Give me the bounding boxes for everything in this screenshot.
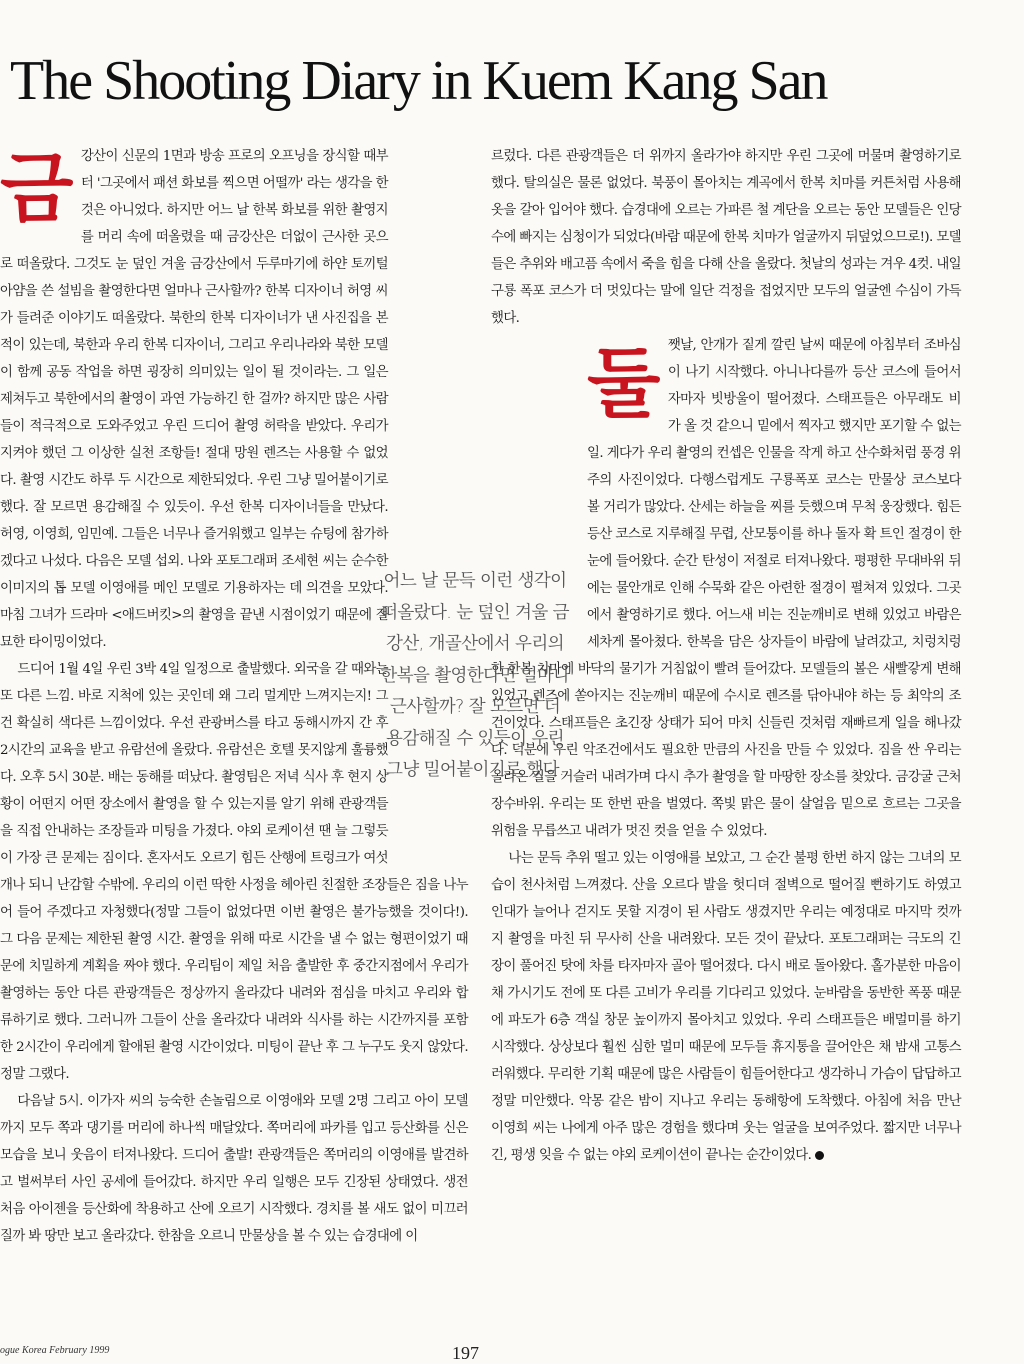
paragraph: 다음날 5시. 이가자 씨의 능숙한 손놀림으로 이영애와 모델 2명 그리고 아이 모델까지 모두 쪽과 댕기를 머리에 하나씩 매달았다. 쪽머리에 파카를 입고 등산화를 신은 모습을 보니 웃음이 터져나왔다. 드디어 출발! 관광객들은 쪽머리의 이영애를 발견하고 벌써부터 사인 공세에 들어갔다. 하지만 우리 일행은 모두 긴장된 상태였다. 생전 처음 아이젠을 등산화에 착용하고 산에 오르기 시작했다. 경치를 볼 새도 없이 미끄러질까 봐 땅만 보고 올라갔다. 한참을 오르니 만물상을 볼 수 있는 습경대에 이 (0, 1094, 468, 1244)
page-number: 197 (452, 1343, 479, 1363)
article-title: The Shooting Diary in Kuem Kang San (10, 50, 827, 112)
paragraph: 드디어 1월 4일 우린 3박 4일 일정으로 출발했다. 외국을 갈 때와는 또 다른 느낌. 바로 지척에 있는 곳인데 왜 그리 멀게만 느껴지는지! 그건 확실히 색다른 느낌이었다. 우선 관광버스를 타고 동해시까지 간 후 2시간의 교육을 받고 유람선에 올랐다. 유람선은 호텔 못지않게 훌륭했다. 오후 5시 30분. 배는 동해를 떠났다. 촬영팀은 저녁 식사 후 현지 상황이 어떤지 어떤 장소에서 촬영을 할 수 있는지를 알기 위해 관광객들을 직접 안내하는 조장들과 미팅을 가졌다. 야외 로케이션 땐 늘 그렇듯이 가장 큰 문제는 짐이다. 혼자서도 오르기 힘든 산행에 트렁크가 여섯 개나 되니 난감할 수밖에. 우리의 이런 딱한 사정을 헤아린 친절한 조장들은 짐을 나누어 들어 주겠다고 자청했다(정말 그들이 없었다면 이번 촬영은 불가능했을 것이다!). 그 다음 문제는 제한된 촬영 시간. 촬영을 위해 따로 시간을 낼 수 없는 형편이었기 때문에 치밀하게 계획을 짜야 했다. 우리팀이 제일 처음 출발한 후 중간지점에서 우리가 촬영하는 동안 다른 관광객들은 정상까지 올라갔다 내려와 점심을 마치고 우리와 합류하기로 했다. 그러니까 그들이 산을 올라갔다 내려와 식사를 하는 시간까지를 포함한 2시간이 우리에게 할애된 촬영 시간이었다. 미팅이 끝난 후 그 누구도 웃지 않았다. 정말 그랬다. (0, 662, 468, 1082)
paragraph: 르렀다. 다른 관광객들은 더 위까지 올라가야 하지만 우린 그곳에 머물며 촬영하기로 했다. 탈의실은 물론 없었다. 북풍이 몰아치는 계곡에서 한복 치마를 커튼처럼 사용해 옷을 갈아 입어야 했다. 습경대에 오르는 가파른 철 계단을 오르는 동안 모델들은 인당수에 빠지는 심청이가 되었다(바람 때문에 한복 치마가 얼굴까지 뒤덮었으므로!). 모델들은 추위와 배고픔 속에서 죽을 힘을 다해 산을 올랐다. 첫날의 성과는 겨우 4컷. 내일 구룡 폭포 코스가 더 멋있다는 말에 일단 걱정을 접었지만 모두의 얼굴엔 수심이 가득했다. (491, 149, 961, 326)
drop-cap: 둘 (587, 339, 660, 428)
paragraph: 금강산이 신문의 1면과 방송 프로의 오프닝을 장식할 때부터 '그곳에서 패션 화보를 찍으면 어떨까' 라는 생각을 한 것은 아니었다. 하지만 어느 날 한복 화보를 위한 촬영지를 머리 속에 떠올렸을 때 금강산은 더없이 근사한 곳으로 떠올랐다. 그것도 눈 덮인 겨울 금강산에서 두루마기에 하얀 토끼털 아얌을 쓴 설빔을 촬영한다면 얼마나 근사할까? 한복 디자이너 허영 씨가 들려준 이야기도 떠올랐다. 북한의 한복 디자이너가 낸 사진집을 본 적이 있는데, 북한과 우리 한복 디자이너, 그리고 우리나라와 북한 모델이 함께 공동 작업을 하면 굉장히 의미있는 일이 될 것이라는. 그 일은 제쳐두고 북한에서의 촬영이 과연 가능하긴 한 걸까? 하지만 많은 사람들이 적극적으로 도와주었고 우린 드디어 촬영 허락을 받았다. 우리가 지켜야 했던 그 이상한 실천 조항들! 절대 망원 렌즈는 사용할 수 없었다. 촬영 시간도 하루 두 시간으로 제한되었다. 우린 그냥 밀어붙이기로 했다. 잘 모르면 용감해질 수 있듯이. 우선 한복 디자이너들을 만났다. 허영, 이영희, 임민예. 그들은 너무나 즐거워했고 일부는 슈팅에 참가하겠다고 나섰다. 다음은 모델 섭외. 나와 포토그래퍼 조세현 씨는 순수한 이미지의 톱 모델 이영애를 메인 모델로 기용하자는 데 의견을 모았다. 마침 그녀가 드라마 <애드버킷>의 촬영을 끝낸 시점이었기 때문에 절묘한 타이밍이었다. (0, 144, 388, 650)
drop-cap: 금 (0, 144, 73, 233)
paragraph: 나는 문득 추위 떨고 있는 이영애를 보았고, 그 순간 불평 한번 하지 않는 그녀의 모습이 천사처럼 느껴졌다. 산을 오르다 발을 헛디뎌 절벽으로 떨어질 뻔하기도 하였고 인대가 늘어나 걷지도 못할 지경이 된 사람도 생겼지만 우리는 예정대로 마지막 컷까지 촬영을 마친 뒤 무사히 산을 내려왔다. 모든 것이 끝났다. 포토그래퍼는 극도의 긴장이 풀어진 탓에 차를 타자마자 골아 떨어졌다. 다시 배로 돌아왔다. 홀가분한 마음이 채 가시기도 전에 또 다른 고비가 우리를 기다리고 있었다. 눈바람을 동반한 폭풍 때문에 파도가 6층 객실 창문 높이까지 몰아치고 있었다. 우리 스태프들은 배멀미를 하기시작했다. 상상보다 훨씬 심한 멀미 때문에 모두들 휴지통을 끌어안은 채 밤새 고통스러워했다. 무리한 기획 때문에 많은 사람들이 힘들어한다고 생각하니 가슴이 답답하고 정말 미안했다. 악몽 같은 밤이 지나고 우리는 동해항에 도착했다. 아침에 처음 만난 이영희 씨는 나에게 아주 많은 경험을 했다며 웃는 얼굴을 보여주었다. 짧지만 너무나 긴, 평생 잊을 수 없는 야외 로케이션이 끝나는 순간이었다. (491, 851, 961, 1163)
paragraph: 둘쨋날, 안개가 짙게 깔린 날씨 때문에 아침부터 조바심이 나기 시작했다. 아니나다를까 등산 코스에 들어서자마자 빗방울이 떨어졌다. 스태프들은 아무래도 비가 올 것 같으니 밑에서 찍자고 했지만 포기할 수 없는 일. 게다가 우리 촬영의 컨셉은 인물을 작게 하고 산수화처럼 풍경 위주의 사진이었다. 다행스럽게도 구룡폭포 코스는 만물상 코스보다 볼 거리가 많았다. 산세는 하늘을 찌를 듯했으며 무척 웅장했다. 힘든 등산 코스로 지루해질 무렵, 산모퉁이를 하나 돌자 확 트인 절경이 한눈에 들어왔다. 순간 탄성이 저절로 터져나왔다. 평평한 무대바위 뒤에는 물안개로 인해 수묵화 같은 아련한 절경이 펼쳐져 있었다. 그곳에서 촬영하기로 했다. 어느새 비는 진눈깨비로 변해 있었고 바람은 세차게 몰아쳤다. 한복을 담은 상자들이 바람에 날려갔고, 치렁치렁한 한복 치마에 바닥의 물기가 거침없이 빨려 들어갔다. 모델들의 볼은 새빨갛게 변해 있었고 렌즈에 쏟아지는 진눈깨비 때문에 수시로 렌즈를 닦아내야 하는 등 최악의 조건이었다. 스태프들은 초긴장 상태가 되어 마치 신들린 것처럼 재빠르게 일을 해나갔다. 덕분에 우린 악조건에서도 필요한 만큼의 사진을 만들 수 있었다. 짐을 싼 우리는 올라온 길을 거슬러 내려가며 다시 추가 촬영을 할 마땅한 장소를 찾았다. 금강굴 근처 장수바위. 우리는 또 한번 판을 벌였다. 쪽빛 맑은 물이 살얼음 밑으로 흐르는 그곳을 위험을 무릅쓰고 내려가 멋진 컷을 얻을 수 있었다. (491, 338, 961, 839)
pull-quote: 어느 날 문득 이런 생각이 떠올랐다. 눈 덮인 겨울 금강산, 개골산에서 우리의 한복을 촬영한다면 얼마나 근사할까? 잘 모르면 더 용감해질 수 있듯이 우린 그냥 밀어붙이기로 했다. (380, 571, 570, 780)
end-mark-icon (815, 1151, 824, 1160)
magazine-credit: ogue Korea February 1999 (0, 1345, 110, 1356)
